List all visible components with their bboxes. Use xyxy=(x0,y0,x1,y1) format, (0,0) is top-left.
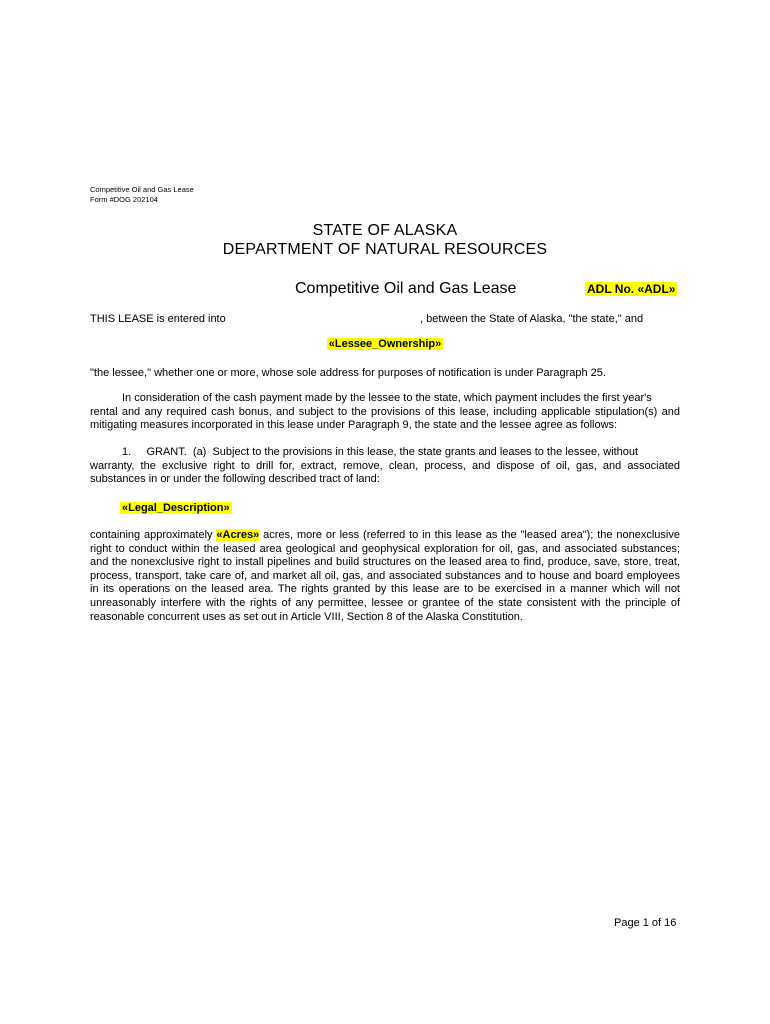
lease-entered-text: THIS LEASE is entered into xyxy=(90,313,226,325)
department-heading: DEPARTMENT OF NATURAL RESOURCES xyxy=(222,241,548,258)
consideration-paragraph xyxy=(90,392,680,433)
grant-first-line: 1. GRANT. (a) Subject to the provisions in this lease, the state grants and leases to the lessee, without xyxy=(122,446,639,458)
acres-field: «Acres» xyxy=(216,529,260,541)
lease-title: Competitive Oil and Gas Lease xyxy=(295,280,517,297)
page-number: Page 1 of 16 xyxy=(614,917,677,929)
containing-body: acres, more or less (referred to in this lease as the "leased area"); the nonexclusive right to conduct within the leased area geological and geophysical exploration for oil, gas, and associated substances; and the nonexclusive right to install pipelines and build structures on the leased area to find, produce, save, store, treat, process, transport, take care of, and market all oil, gas, and associated substances and to house and board employees in its operations on the leased area. The rights granted by this lease are to be exercised in a manner which will not unreasonably interfere with the rights of any permittee, lessee or grantee of the state consistent with the principle of reasonable concurrent uses as set out in Article VIII, Section 8 of the Alaska Constitution. xyxy=(90,529,680,623)
containing-paragraph xyxy=(90,529,680,624)
between-parties-text: , between the State of Alaska, "the state," and xyxy=(420,313,644,325)
containing-intro: containing approximately xyxy=(90,529,217,541)
lessee-ownership-line xyxy=(90,338,680,350)
lessee-ownership-field: «Lessee_Ownership» xyxy=(328,338,442,350)
consideration-first-line: In consideration of the cash payment made by the lessee to the state, which payment includes the first year's xyxy=(122,392,652,404)
consideration-body: rental and any required cash bonus, and subject to the provisions of this lease, including applicable stipulation(s) and mitigating measures incorporated in this lease under Paragraph 9, the state and the lessee agree as follows: xyxy=(90,405,680,432)
form-identifier xyxy=(90,185,194,205)
lessee-definition: "the lessee," whether one or more, whose sole address for purposes of notification is under Paragraph 25. xyxy=(90,367,606,379)
form-number: Form #DOG 202104 xyxy=(90,195,158,204)
grant-paragraph xyxy=(90,446,680,487)
grant-body: warranty, the exclusive right to drill for, extract, remove, clean, process, and dispose of oil, gas, and associated substances in or under the following described tract of land: xyxy=(90,459,680,486)
form-name: Competitive Oil and Gas Lease xyxy=(90,185,194,194)
adl-number-field: ADL No. «ADL» xyxy=(587,282,676,296)
legal-description-field: «Legal_Description» xyxy=(122,502,230,514)
state-heading: STATE OF ALASKA xyxy=(312,222,458,239)
